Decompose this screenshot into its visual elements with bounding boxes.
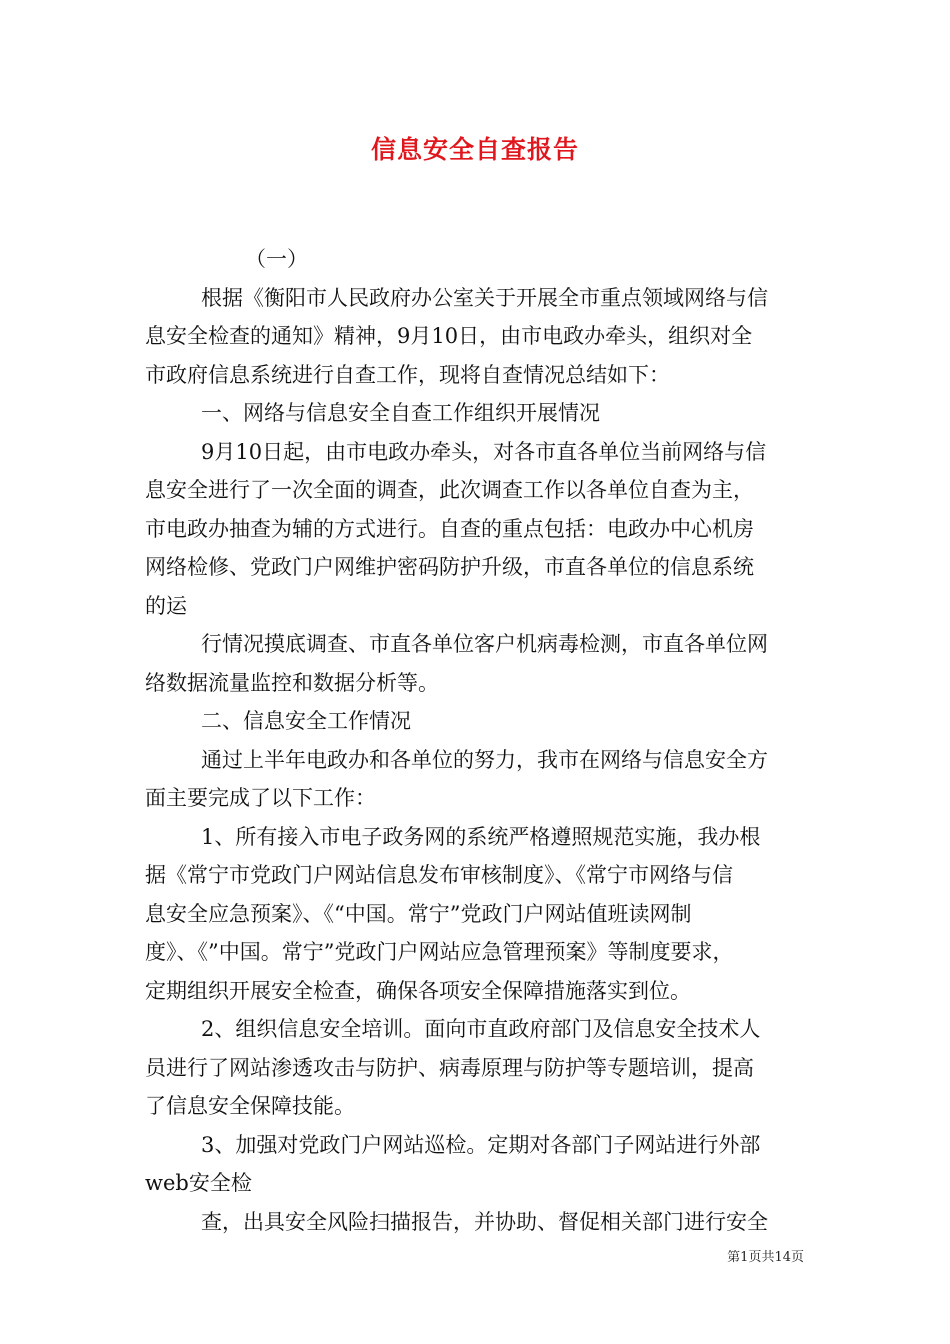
document-body [145, 240, 810, 1241]
paragraph-line: 市政府信息系统进行自查工作，现将自查情况总结如下： [145, 362, 670, 387]
paragraph-line: 3、加强对党政门户网站巡检。定期对各部门子网站进行外部 [201, 1132, 761, 1157]
section-heading: 二、信息安全工作情况 [201, 709, 411, 733]
paragraph-line: 9月10日起，由市电政办牵头，对各市直各单位当前网络与信 [201, 439, 767, 464]
paragraph-line: 查，出具安全风险扫描报告，并协助、督促相关部门进行安全 [201, 1209, 768, 1234]
paragraph-line: 的运 [145, 593, 187, 618]
page-number: 第1页共14页 [727, 1250, 804, 1265]
paragraph-line: 面主要完成了以下工作： [145, 786, 376, 810]
paragraph-line: 市电政办抽查为辅的方式进行。自查的重点包括：电政办中心机房 [145, 516, 754, 541]
section-heading: 一、网络与信息安全自查工作组织开展情况 [201, 401, 600, 425]
paragraph-line: 度》、《”中国。常宁”党政门户网站应急管理预案》等制度要求， [145, 940, 734, 964]
paragraph-line: 2、组织信息安全培训。面向市直政府部门及信息安全技术人 [201, 1017, 761, 1041]
paragraph-line: 行情况摸底调查、市直各单位客户机病毒检测，市直各单位网 [201, 632, 768, 656]
paragraph-line: web安全检 [145, 1171, 252, 1195]
paragraph-line: 了信息安全保障技能。 [145, 1094, 355, 1118]
paragraph-line: 通过上半年电政办和各单位的努力，我市在网络与信息安全方 [201, 747, 768, 772]
paragraph-line: 网络检修、党政门户网维护密码防护升级，市直各单位的信息系统 [145, 555, 754, 579]
section-subheading: （一） [245, 247, 308, 271]
paragraph-line: 息安全检查的通知》精神，9月10日，由市电政办牵头，组织对全 [145, 324, 753, 348]
paragraph-line: 息安全应急预案》、《“中国。常宁”党政门户网站值班读网制 [145, 901, 692, 926]
paragraph-line: 定期组织开展安全检查，确保各项安全保障措施落实到位。 [145, 978, 691, 1003]
paragraph-line: 员进行了网站渗透攻击与防护、病毒原理与防护等专题培训，提高 [145, 1055, 754, 1080]
paragraph-line: 1、所有接入市电子政务网的系统严格遵照规范实施，我办根 [201, 824, 761, 849]
paragraph-line: 据《常宁市党政门户网站信息发布审核制度》、《常宁市网络与信 [145, 863, 733, 887]
paragraph-line: 息安全进行了一次全面的调查，此次调查工作以各单位自查为主， [145, 478, 754, 502]
document-title: 信息安全自查报告 [370, 135, 579, 164]
paragraph-line: 络数据流量监控和数据分析等。 [145, 670, 439, 695]
paragraph-line: 根据《衡阳市人民政府办公室关于开展全市重点领域网络与信 [201, 285, 768, 310]
